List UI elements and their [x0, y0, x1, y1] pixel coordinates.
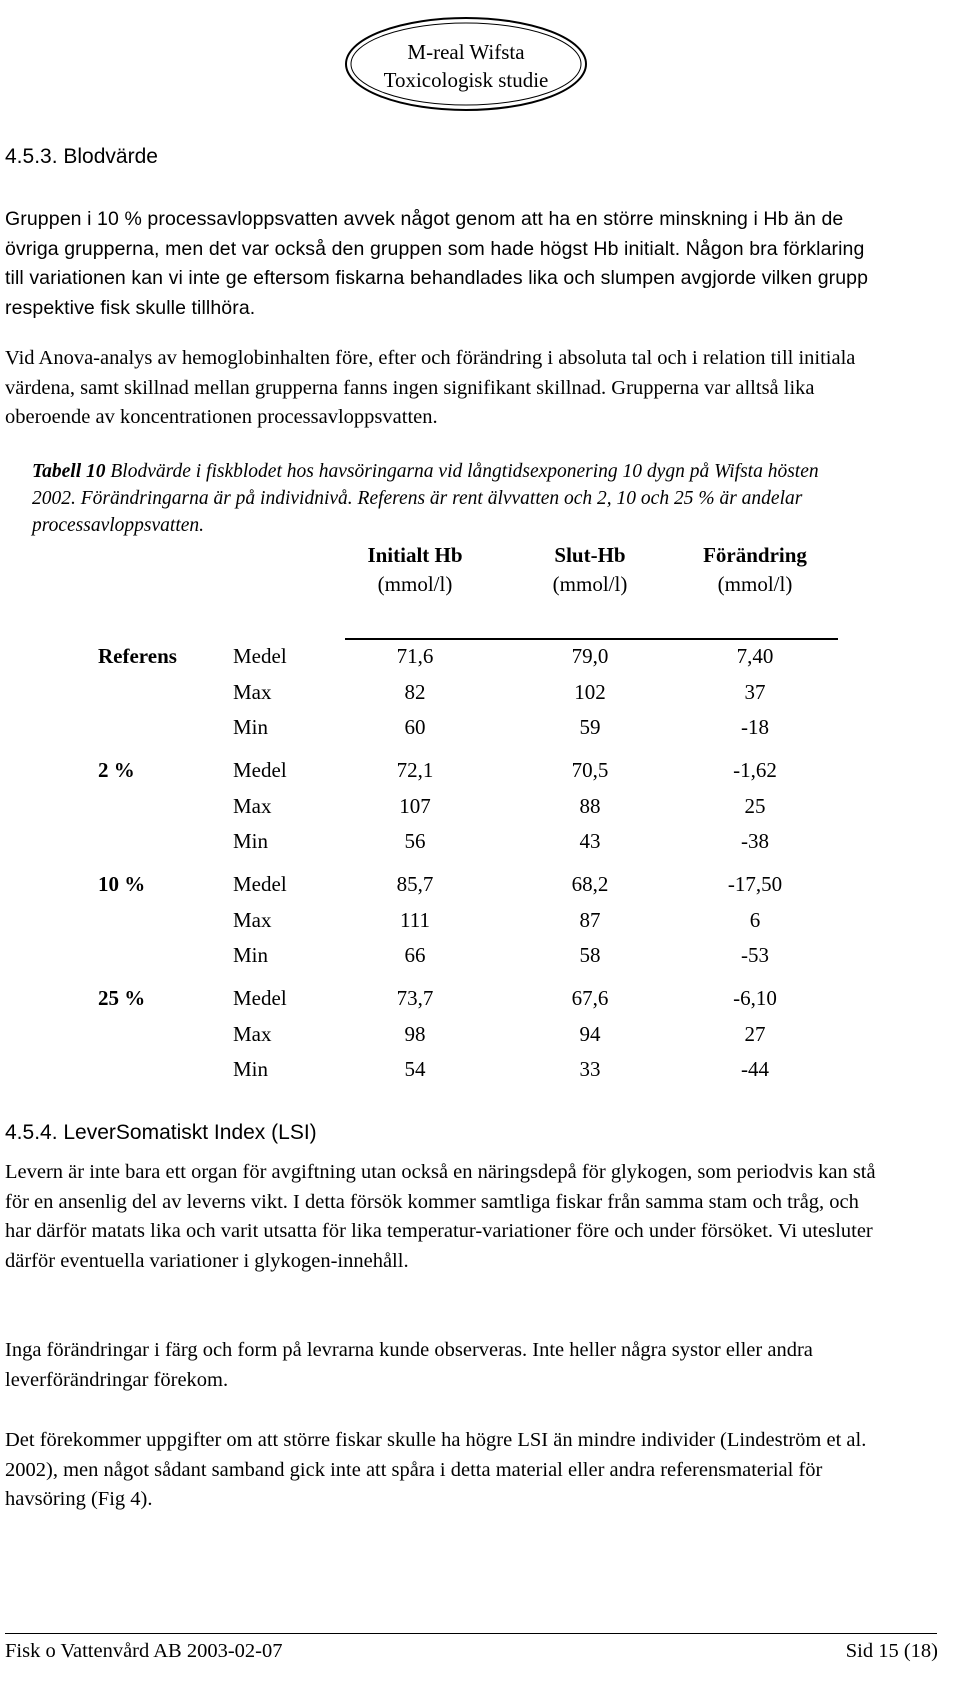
column-title: Slut-Hb	[554, 543, 626, 567]
stat-label: Medel	[233, 644, 287, 668]
stat-label: Medel	[233, 986, 287, 1010]
table-cell: 7,40	[736, 644, 774, 668]
group-label: 25 %	[98, 986, 146, 1010]
table-cell: 33	[579, 1057, 601, 1081]
table-cell: 85,7	[396, 872, 434, 896]
table-cell: 6	[749, 908, 761, 932]
table-cell: -38	[741, 829, 769, 853]
table-cell: 60	[404, 715, 426, 739]
table-cell: 79,0	[571, 644, 609, 668]
table-cell: 66	[404, 943, 426, 967]
stat-label: Max	[233, 1022, 272, 1046]
table-cell: 70,5	[571, 758, 609, 782]
group-label: Referens	[98, 644, 177, 668]
table-cell: -53	[741, 943, 769, 967]
stat-label: Medel	[233, 758, 287, 782]
column-unit: (mmol/l)	[717, 572, 793, 596]
stat-label: Min	[233, 715, 269, 739]
stat-label: Min	[233, 829, 269, 853]
table-cell: -18	[741, 715, 769, 739]
table-cell: 68,2	[571, 872, 609, 896]
study-stamp	[342, 14, 590, 114]
table-cell: 37	[744, 680, 766, 704]
table-cell: 73,7	[396, 986, 434, 1010]
table-cell: 111	[400, 908, 430, 932]
table-cell: -17,50	[727, 872, 783, 896]
stat-label: Min	[233, 1057, 269, 1081]
table-cell: 82	[404, 680, 426, 704]
table-caption	[32, 458, 867, 539]
paragraph: Inga förändringar i färg och form på levrarna kunde observeras. Inte heller några systor eller andra leverförändringar förekom.	[5, 1339, 813, 1391]
column-unit: (mmol/l)	[552, 572, 628, 596]
footer-rule	[5, 1633, 937, 1634]
stat-label: Max	[233, 908, 272, 932]
table-cell: 71,6	[396, 644, 434, 668]
footer-left: Fisk o Vattenvård AB 2003-02-07	[5, 1640, 283, 1662]
column-header	[505, 541, 675, 599]
table-cell: -6,10	[733, 986, 777, 1010]
table-cell: 102	[574, 680, 606, 704]
column-title: Initialt Hb	[367, 543, 463, 567]
group-label: 2 %	[98, 758, 135, 782]
table-cell: 56	[404, 829, 426, 853]
table-cell: 72,1	[396, 758, 434, 782]
paragraph: Det förekommer uppgifter om att större fiskar skulle ha högre LSI än mindre individer (Lindeström et al. 2002), men något sådant samband gick inte att spåra i detta material eller andra referensmaterial för havsöring (Fig 4).	[5, 1429, 867, 1510]
section-heading-blodvarde: 4.5.3. Blodvärde	[5, 145, 158, 168]
stat-label: Min	[233, 943, 269, 967]
table-cell: 58	[579, 943, 601, 967]
paragraph: Vid Anova-analys av hemoglobinhalten före, efter och förändring i absoluta tal och i relation till initiala värdena, samt skillnad mellan grupperna fanns ingen signifikant skillnad. Grupperna var alltså lika oberoende av koncentrationen processavloppsvatten.	[5, 347, 856, 428]
footer-page-number: Sid 15 (18)	[845, 1640, 938, 1662]
group-label: 10 %	[98, 872, 146, 896]
stamp-line-1: M-real Wifsta	[407, 40, 525, 64]
stat-label: Max	[233, 680, 272, 704]
table-cell: 88	[579, 794, 601, 818]
table-cell: 87	[579, 908, 601, 932]
column-title: Förändring	[703, 543, 807, 567]
stat-label: Medel	[233, 872, 287, 896]
paragraph: Levern är inte bara ett organ för avgiftning utan också en näringsdepå för glykogen, som periodvis kan stå för en ansenlig del av leverns vikt. I detta försök kommer samtliga fiskar från samma stam och tråg, och har därför matats lika och varit utsatta för lika temperatur-variationer före och under försöket. Vi utesluter därför eventuella variationer i glykogen-innehåll.	[5, 1161, 876, 1272]
stat-label: Max	[233, 794, 272, 818]
table-cell: -1,62	[733, 758, 777, 782]
table-cell: 54	[404, 1057, 426, 1081]
column-header	[670, 541, 840, 599]
table-cell: 107	[399, 794, 431, 818]
table-caption-text: Blodvärde i fiskblodet hos havsöringarna vid långtidsexponering 10 dygn på Wifsta hösten 2002. Förändringarna är på individnivå. Referens är rent älvvatten och 2, 10 och 25 % är andelar processavloppsvatten.	[32, 461, 819, 536]
table-cell: 67,6	[571, 986, 609, 1010]
stamp-line-2: Toxicologisk studie	[383, 68, 549, 92]
table-cell: 98	[404, 1022, 426, 1046]
column-unit: (mmol/l)	[377, 572, 453, 596]
header-rule	[345, 638, 838, 640]
paragraph: Gruppen i 10 % processavloppsvatten avvek något genom att ha en större minskning i Hb än de övriga grupperna, men det var också den gruppen som hade högst Hb initialt. Någon bra förklaring till variationen kan vi inte ge eftersom fiskarna behandlades lika och slumpen avgjorde vilken grupp respektive fisk skulle tillhöra.	[5, 208, 869, 319]
table-cell: 43	[579, 829, 601, 853]
table-cell: 25	[744, 794, 766, 818]
table-cell: 27	[744, 1022, 766, 1046]
table-cell: 94	[579, 1022, 601, 1046]
column-header	[330, 541, 500, 599]
table-cell: -44	[741, 1057, 769, 1081]
table-cell: 59	[579, 715, 601, 739]
table-caption-label: Tabell 10	[32, 461, 106, 482]
section-heading-lsi: 4.5.4. LeverSomatiskt Index (LSI)	[5, 1121, 317, 1144]
